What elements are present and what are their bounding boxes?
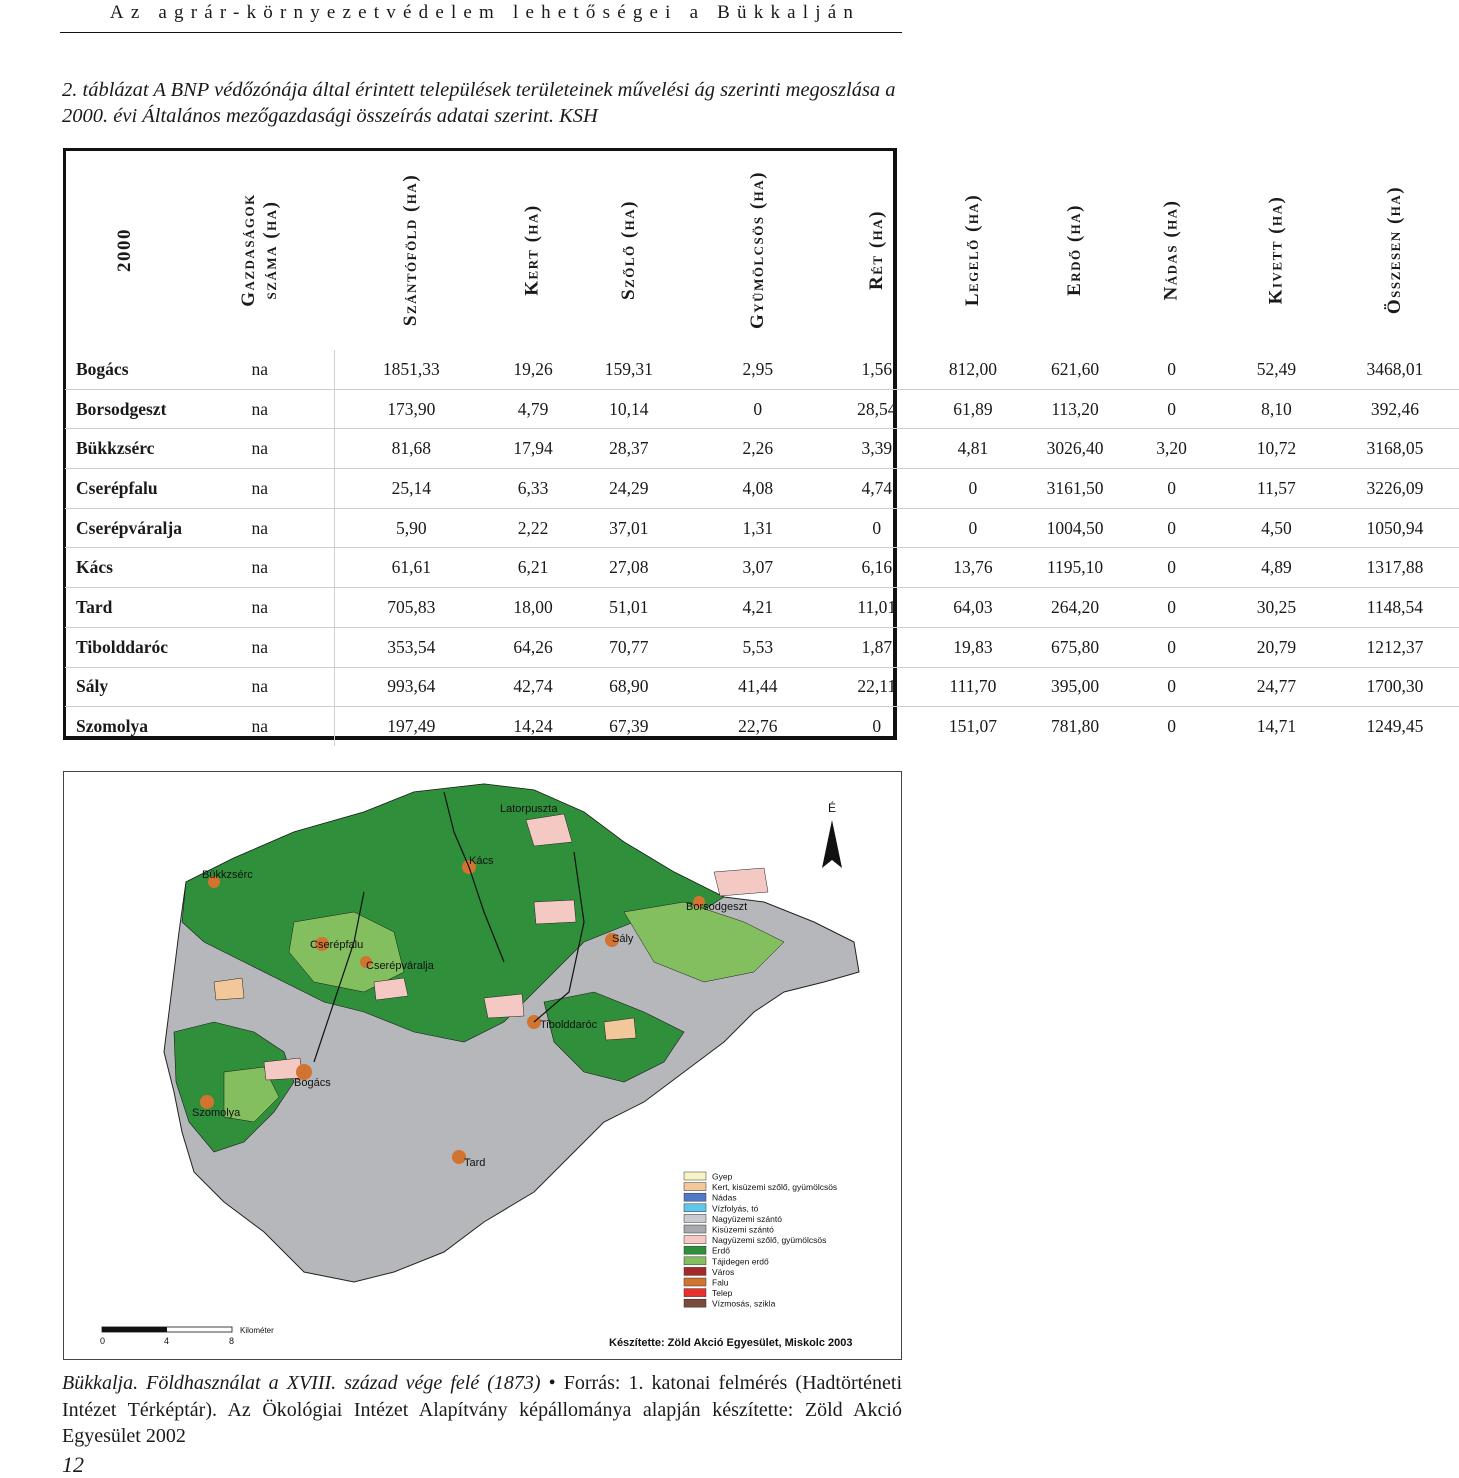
- table-cell: 3,07: [679, 548, 837, 588]
- table-cell: 2,95: [742, 358, 774, 379]
- table-cell: 1851,33: [382, 358, 440, 379]
- table-cell: 20,79: [1222, 627, 1331, 667]
- table-row: [65, 350, 1459, 389]
- table-cell: 10,14: [579, 389, 679, 429]
- table-cell: 3,20: [1121, 429, 1222, 469]
- north-label: É: [828, 801, 837, 815]
- header-arable: Szántóföld (ha): [400, 173, 422, 327]
- legend-label: Vízfolyás, tó: [712, 1203, 759, 1214]
- legend-label: Erdő: [712, 1245, 730, 1256]
- table-cell: 18,00: [487, 588, 578, 628]
- scale-bar: [100, 1326, 274, 1346]
- table-cell: 19,26: [513, 358, 553, 379]
- legend-label: Tájidegen erdő: [712, 1256, 769, 1267]
- table-cell: 10,72: [1222, 429, 1331, 469]
- table-cell: 781,80: [1029, 707, 1121, 746]
- map-label-cserepvaralja: Cserépváralja: [366, 960, 434, 972]
- table-cell: 1700,30: [1331, 667, 1459, 707]
- legend-swatch: [684, 1214, 706, 1222]
- table-cell: 395,00: [1029, 667, 1121, 707]
- table-cell: 392,46: [1331, 389, 1459, 429]
- table-cell: 13,76: [917, 548, 1029, 588]
- table-row: [65, 667, 1459, 707]
- legend-swatch: [684, 1225, 706, 1233]
- table-cell: 42,74: [487, 667, 578, 707]
- header-garden: Kert (ha): [522, 204, 544, 296]
- land-use-table: [65, 150, 1459, 746]
- map-label-saly: Sály: [612, 933, 634, 945]
- table-row: [65, 389, 1459, 429]
- table-cell: 0: [1121, 707, 1222, 746]
- village-name-cell: Borsodgeszt: [65, 389, 185, 429]
- map-label-szomolya: Szomolya: [192, 1107, 241, 1119]
- legend-swatch: [684, 1236, 706, 1244]
- table-cell: 353,54: [335, 627, 487, 667]
- table-cell: 67,39: [579, 707, 679, 746]
- table-cell: 14,71: [1222, 707, 1331, 746]
- table-cell: 1,31: [679, 508, 837, 548]
- header-orchard: Gyümölcsös (ha): [746, 171, 768, 329]
- table-cell: 4,81: [917, 429, 1029, 469]
- legend-swatch: [684, 1193, 706, 1201]
- legend-label: Telep: [712, 1288, 733, 1299]
- map-label-latorpuszta: Latorpuszta: [500, 803, 558, 815]
- table-cell: 37,01: [579, 508, 679, 548]
- village-name-cell: Kács: [65, 548, 185, 588]
- table-cell: 0: [917, 508, 1029, 548]
- table-cell: na: [185, 469, 335, 509]
- map-region-vineyard-1: [526, 814, 572, 846]
- table-cell: 24,29: [579, 469, 679, 509]
- table-cell: 64,03: [917, 588, 1029, 628]
- map-region-vineyard-4: [374, 978, 408, 1000]
- table-cell: 197,49: [335, 707, 487, 746]
- table-cell: 24,77: [1222, 667, 1331, 707]
- header-withdrawn: Kivett (ha): [1265, 195, 1287, 305]
- table-cell: 2,22: [487, 508, 578, 548]
- header-total: Összesen (ha): [1383, 185, 1405, 315]
- table-cell: 111,70: [917, 667, 1029, 707]
- table-cell: 993,64: [335, 667, 487, 707]
- table-cell: na: [185, 429, 335, 469]
- header-forest: Erdő (ha): [1064, 204, 1086, 296]
- scale-label-4: 4: [164, 1336, 170, 1346]
- table-cell: 0: [917, 469, 1029, 509]
- table-cell: 1,87: [837, 627, 917, 667]
- map-label-tard: Tard: [464, 1157, 486, 1169]
- table-cell: 173,90: [335, 389, 487, 429]
- table-cell: 151,07: [917, 707, 1029, 746]
- table-row: [65, 429, 1459, 469]
- table-cell: 28,37: [579, 429, 679, 469]
- table-caption: 2. táblázat A BNP védőzónája által érintett települések területeinek művelési ág szerinti megoszlása a 2000. évi Általános mezőgazdasági összeírás adatai szerint. KSH: [62, 79, 896, 127]
- table-cell: na: [185, 350, 335, 389]
- table-cell: 675,80: [1029, 627, 1121, 667]
- table-cell: 3026,40: [1029, 429, 1121, 469]
- legend-label: Nagyüzemi szőlő, gyümölcsös: [712, 1235, 827, 1246]
- table-row: [65, 508, 1459, 548]
- table-cell: 27,08: [579, 548, 679, 588]
- table-cell: na: [185, 667, 335, 707]
- table-cell: 1212,37: [1331, 627, 1459, 667]
- table-cell: 812,00: [948, 358, 997, 379]
- table-cell: 19,83: [917, 627, 1029, 667]
- header-meadow: Rét (ha): [865, 210, 887, 290]
- table-cell: 4,74: [837, 469, 917, 509]
- village-name-cell: Cserépfalu: [65, 469, 185, 509]
- map-credit: Készítette: Zöld Akció Egyesület, Miskolc 2003: [609, 1337, 853, 1349]
- table-cell: 621,60: [1051, 358, 1100, 379]
- table-cell: 64,26: [487, 627, 578, 667]
- village-name-cell: Tard: [65, 588, 185, 628]
- table-cell: 81,68: [335, 429, 487, 469]
- table-cell: 22,11: [837, 667, 917, 707]
- table-row: [65, 707, 1459, 746]
- table-cell: 0: [837, 508, 917, 548]
- table-cell: 4,21: [679, 588, 837, 628]
- table-cell: 28,54: [837, 389, 917, 429]
- village-name-cell: Bogács: [76, 358, 129, 379]
- table-cell: na: [185, 548, 335, 588]
- table-cell: 1148,54: [1331, 588, 1459, 628]
- header-farms: Gazdaságok száma (ha): [237, 193, 281, 307]
- legend-label: Falu: [712, 1277, 729, 1288]
- table-cell: 5,90: [335, 508, 487, 548]
- table-cell: 41,44: [679, 667, 837, 707]
- land-use-map: [63, 771, 902, 1360]
- legend-label: Kisüzemi szántó: [712, 1224, 774, 1235]
- legend-swatch: [684, 1183, 706, 1191]
- table-row: [65, 548, 1459, 588]
- map-region-vineyard-3: [534, 900, 576, 924]
- table-cell: 6,21: [487, 548, 578, 588]
- table-cell: 5,53: [679, 627, 837, 667]
- header-year: 2000: [113, 228, 135, 272]
- figure-caption: [62, 1370, 902, 1450]
- header-pasture: Legelő (ha): [961, 193, 983, 307]
- legend-swatch: [684, 1172, 706, 1180]
- legend-label: Vízmosás, szikla: [712, 1298, 776, 1309]
- legend-label: Kert, kisüzemi szőlő, gyümölcsös: [712, 1182, 838, 1193]
- table-cell: na: [185, 707, 335, 746]
- map-region-vineyard-6: [484, 994, 524, 1018]
- table-cell: 0: [1121, 508, 1222, 548]
- map-graphic: [64, 772, 901, 1359]
- table-cell: 3468,01: [1366, 358, 1424, 379]
- table-cell: 0: [1121, 667, 1222, 707]
- map-label-bukkzserc: Bükkzsérc: [202, 869, 253, 881]
- table-cell: 1004,50: [1029, 508, 1121, 548]
- table-cell: 0: [679, 389, 837, 429]
- table-cell: 0: [1121, 469, 1222, 509]
- scale-label-8: 8: [229, 1336, 235, 1346]
- table-cell: 4,89: [1222, 548, 1331, 588]
- map-label-kacs: Kács: [469, 855, 494, 867]
- table-cell: 4,50: [1222, 508, 1331, 548]
- scale-unit: Kilométer: [240, 1326, 274, 1335]
- table-cell: 11,57: [1222, 469, 1331, 509]
- table-cell: 705,83: [335, 588, 487, 628]
- map-label-borsodgeszt: Borsodgeszt: [686, 901, 748, 913]
- table-cell: 1050,94: [1331, 508, 1459, 548]
- running-head: Az agrár-környezetvédelem lehetőségei a Bükkalján: [109, 2, 861, 23]
- map-label-tibolddaroc: Tibolddaróc: [540, 1019, 598, 1031]
- legend-label: Nagyüzemi szántó: [712, 1213, 782, 1224]
- table-cell: 17,94: [487, 429, 578, 469]
- map-region-garden-2: [214, 978, 244, 1000]
- village-name-cell: Tibolddaróc: [65, 627, 185, 667]
- legend-swatch: [684, 1204, 706, 1212]
- table-cell: 61,61: [335, 548, 487, 588]
- table-cell: na: [185, 389, 335, 429]
- figure-caption-title: Bükkalja. Földhasználat a XVIII. század vége felé (1873): [62, 1372, 541, 1394]
- header-rule: [60, 32, 902, 33]
- table-cell: 3168,05: [1331, 429, 1459, 469]
- table-cell: 3161,50: [1029, 469, 1121, 509]
- table-cell: 22,76: [679, 707, 837, 746]
- legend-swatch: [684, 1299, 706, 1307]
- table-cell: 113,20: [1029, 389, 1121, 429]
- legend-swatch: [684, 1257, 706, 1265]
- village-name-cell: Bükkzsérc: [65, 429, 185, 469]
- table-cell: 159,31: [604, 358, 653, 379]
- legend-label: Nádas: [712, 1192, 737, 1203]
- legend-swatch: [684, 1267, 706, 1275]
- table-header-row: [65, 150, 1459, 350]
- legend-swatch: [684, 1278, 706, 1286]
- table-cell: 11,01: [837, 588, 917, 628]
- page-number: 12: [62, 1452, 84, 1477]
- table-cell: 6,33: [487, 469, 578, 509]
- header-vineyard: Szőlő (ha): [617, 199, 639, 301]
- table-cell: 2,26: [679, 429, 837, 469]
- table-cell: na: [185, 627, 335, 667]
- table-cell: 1,56: [861, 358, 893, 379]
- table-cell: 61,89: [917, 389, 1029, 429]
- table-row: [65, 627, 1459, 667]
- scale-label-0: 0: [100, 1336, 106, 1346]
- caption-bullet: •: [548, 1372, 556, 1394]
- figure-caption-source: Forrás: 1. katonai felmérés (Hadtörténeti Intézet Térképtár). Az Ökológiai Intézet Alapítvány képállománya alapján készítette: Zöld Akció Egyesület 2002: [62, 1372, 903, 1447]
- table-row: [65, 588, 1459, 628]
- table-cell: 264,20: [1029, 588, 1121, 628]
- table-cell: 3226,09: [1331, 469, 1459, 509]
- table-cell: 68,90: [579, 667, 679, 707]
- table-cell: 52,49: [1256, 358, 1297, 379]
- village-name-cell: Szomolya: [65, 707, 185, 746]
- table-cell: 0: [1121, 389, 1222, 429]
- table-cell: 1195,10: [1029, 548, 1121, 588]
- table-cell: 14,24: [487, 707, 578, 746]
- north-arrow-icon: [822, 820, 842, 868]
- legend-label: Város: [712, 1266, 735, 1277]
- table-cell: 70,77: [579, 627, 679, 667]
- legend-swatch: [684, 1289, 706, 1297]
- table-cell: 6,16: [837, 548, 917, 588]
- table-cell: 1317,88: [1331, 548, 1459, 588]
- table-cell: 4,79: [487, 389, 578, 429]
- table-cell: na: [185, 588, 335, 628]
- village-name-cell: Cserépváralja: [65, 508, 185, 548]
- map-region-vineyard-2: [714, 868, 768, 896]
- table-cell: 0: [1167, 358, 1176, 379]
- map-label-cserepfalu: Cserépfalu: [310, 939, 364, 951]
- legend-label: Gyep: [712, 1171, 733, 1182]
- table-cell: 0: [837, 707, 917, 746]
- table-cell: 51,01: [579, 588, 679, 628]
- table-cell: 25,14: [335, 469, 487, 509]
- table-body: [65, 350, 1459, 746]
- table-cell: 30,25: [1222, 588, 1331, 628]
- table-cell: 4,08: [679, 469, 837, 509]
- map-label-bogacs: Bogács: [294, 1077, 331, 1089]
- table-cell: 0: [1121, 548, 1222, 588]
- village-name-cell: Sály: [65, 667, 185, 707]
- table-cell: 3,39: [837, 429, 917, 469]
- table-cell: na: [185, 508, 335, 548]
- map-legend: [684, 1172, 837, 1309]
- table-row: [65, 469, 1459, 509]
- legend-swatch: [684, 1246, 706, 1254]
- table-cell: 1249,45: [1331, 707, 1459, 746]
- table-cell: 0: [1121, 588, 1222, 628]
- table-cell: 0: [1121, 627, 1222, 667]
- header-reed: Nádas (ha): [1160, 199, 1182, 301]
- map-region-garden-1: [604, 1018, 636, 1040]
- table-cell: 8,10: [1222, 389, 1331, 429]
